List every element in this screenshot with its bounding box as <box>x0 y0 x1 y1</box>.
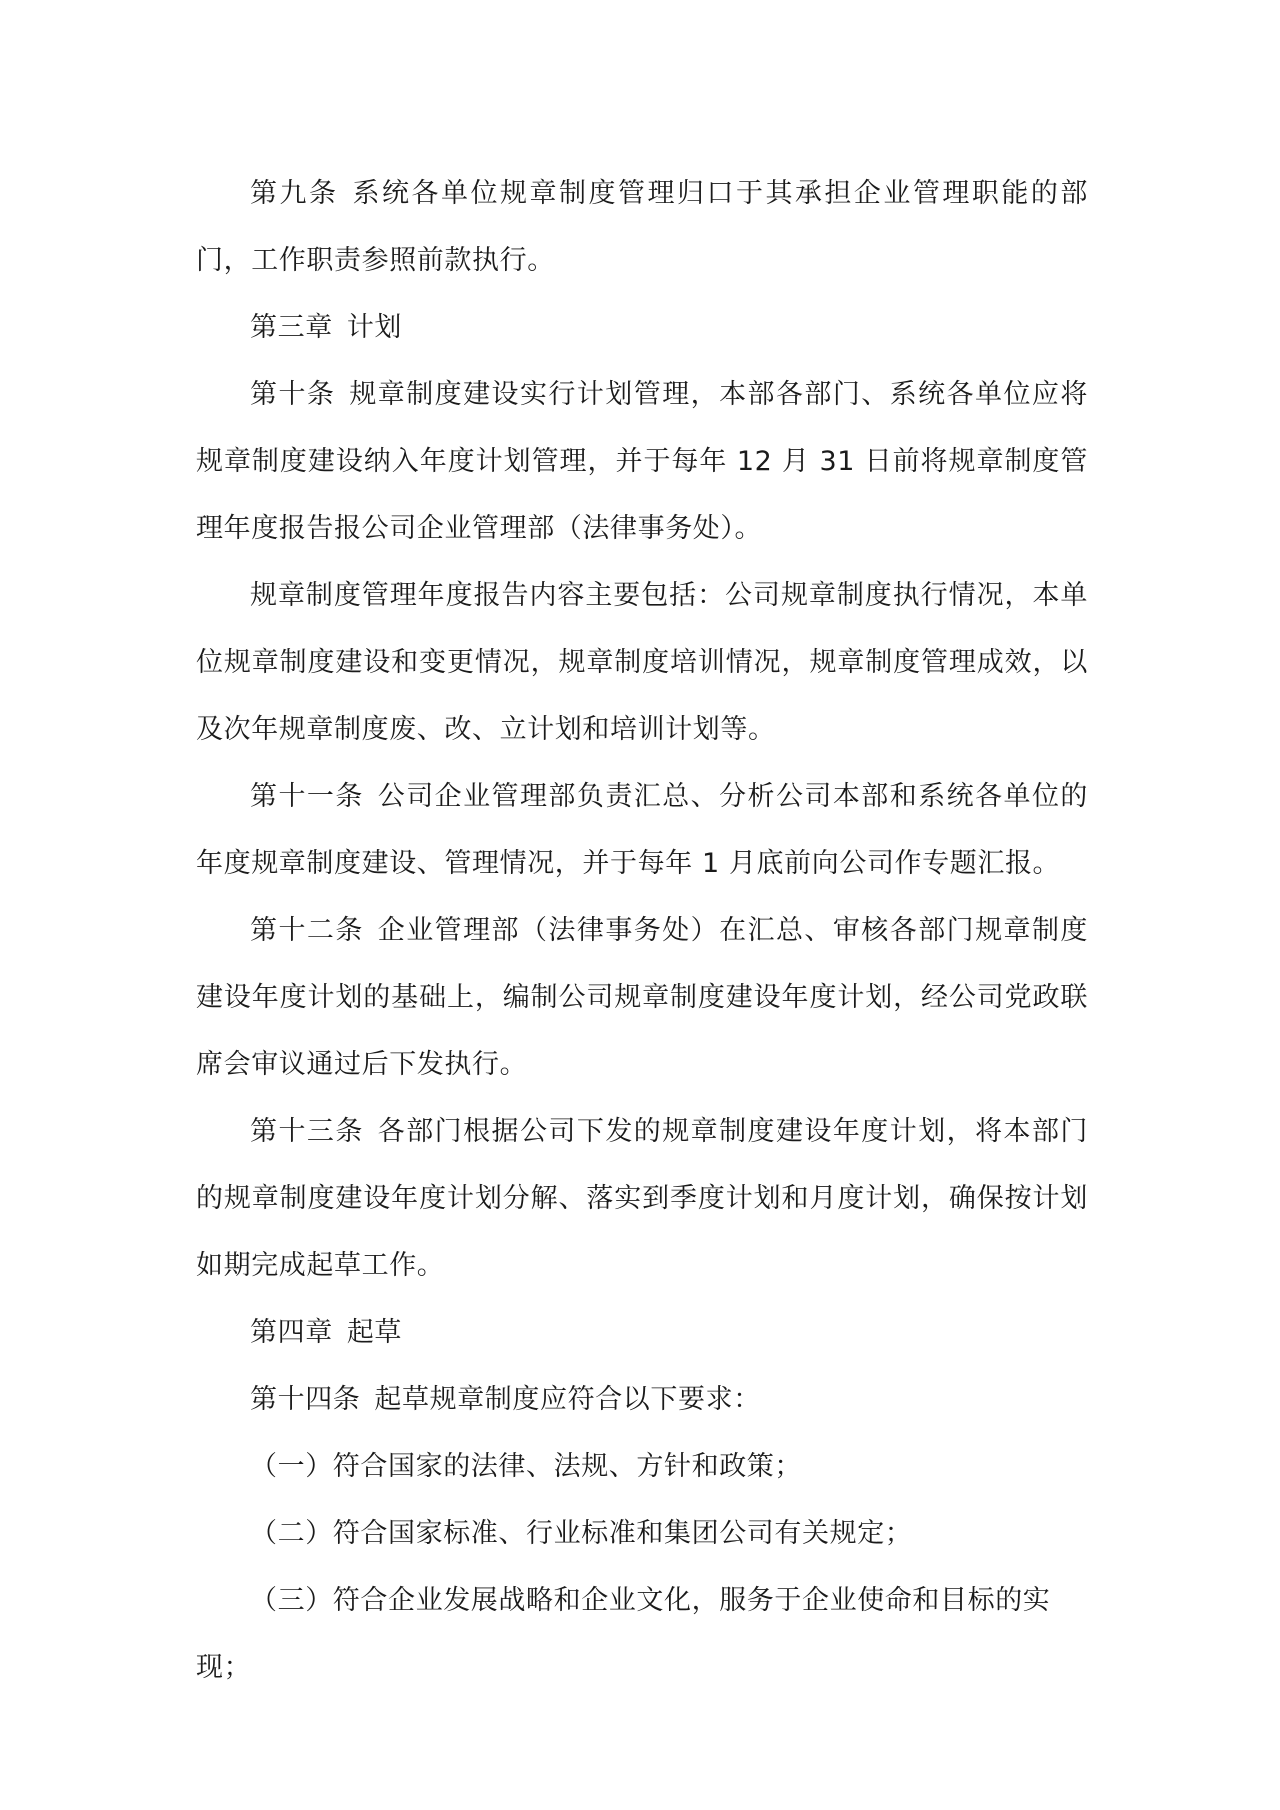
list-item: （三）符合企业发展战略和企业文化，服务于企业使命和目标的实现； <box>196 1585 1051 1683</box>
article-10-continuation <box>196 562 1088 763</box>
article-text: 规章制度建设实行计划管理，本部各部门、系统各单位应将规章制度建设纳入年度计划管理，并于每年 12 月 31 日前将规章制度管理年度报告报公司企业管理部（法律事务处）。 <box>196 379 1088 544</box>
article-9 <box>196 160 1088 294</box>
article-11 <box>196 763 1088 897</box>
article-label: 第十条 <box>250 379 336 410</box>
article-text: 公司企业管理部负责汇总、分析公司本部和系统各单位的年度规章制度建设、管理情况，并于每年 1 月底前向公司作专题汇报。 <box>196 781 1089 879</box>
chapter-label: 第四章 <box>250 1317 333 1348</box>
article-12 <box>196 897 1088 1098</box>
article-label: 第十四条 <box>250 1384 361 1415</box>
article-text: 各部门根据公司下发的规章制度建设年度计划，将本部门的规章制度建设年度计划分解、落实到季度计划和月度计划，确保按计划如期完成起草工作。 <box>196 1116 1089 1281</box>
list-item: （二）符合国家标准、行业标准和集团公司有关规定； <box>250 1518 913 1549</box>
chapter-title: 计划 <box>346 312 403 343</box>
document-body <box>196 160 1088 1701</box>
list-item: （一）符合国家的法律、法规、方针和政策； <box>250 1451 802 1482</box>
chapter-3-heading <box>196 294 1088 361</box>
article-label: 第十三条 <box>250 1116 364 1147</box>
article-label: 第十二条 <box>250 915 364 946</box>
article-text: 起草规章制度应符合以下要求： <box>374 1384 761 1415</box>
article-13 <box>196 1098 1088 1299</box>
chapter-title: 起草 <box>346 1317 403 1348</box>
article-14 <box>196 1366 1088 1433</box>
article-label: 第十一条 <box>250 781 364 812</box>
chapter-4-heading <box>196 1299 1088 1366</box>
article-10 <box>196 361 1088 562</box>
chapter-label: 第三章 <box>250 312 333 343</box>
article-label: 第九条 <box>250 178 339 209</box>
article-text: 规章制度管理年度报告内容主要包括：公司规章制度执行情况，本单位规章制度建设和变更情况，规章制度培训情况，规章制度管理成效，以及次年规章制度废、改、立计划和培训计划等。 <box>196 580 1088 745</box>
article-text: 企业管理部（法律事务处）在汇总、审核各部门规章制度建设年度计划的基础上，编制公司规章制度建设年度计划，经公司党政联席会审议通过后下发执行。 <box>196 915 1089 1080</box>
article-text: 系统各单位规章制度管理归口于其承担企业管理职能的部门，工作职责参照前款执行。 <box>196 178 1088 276</box>
